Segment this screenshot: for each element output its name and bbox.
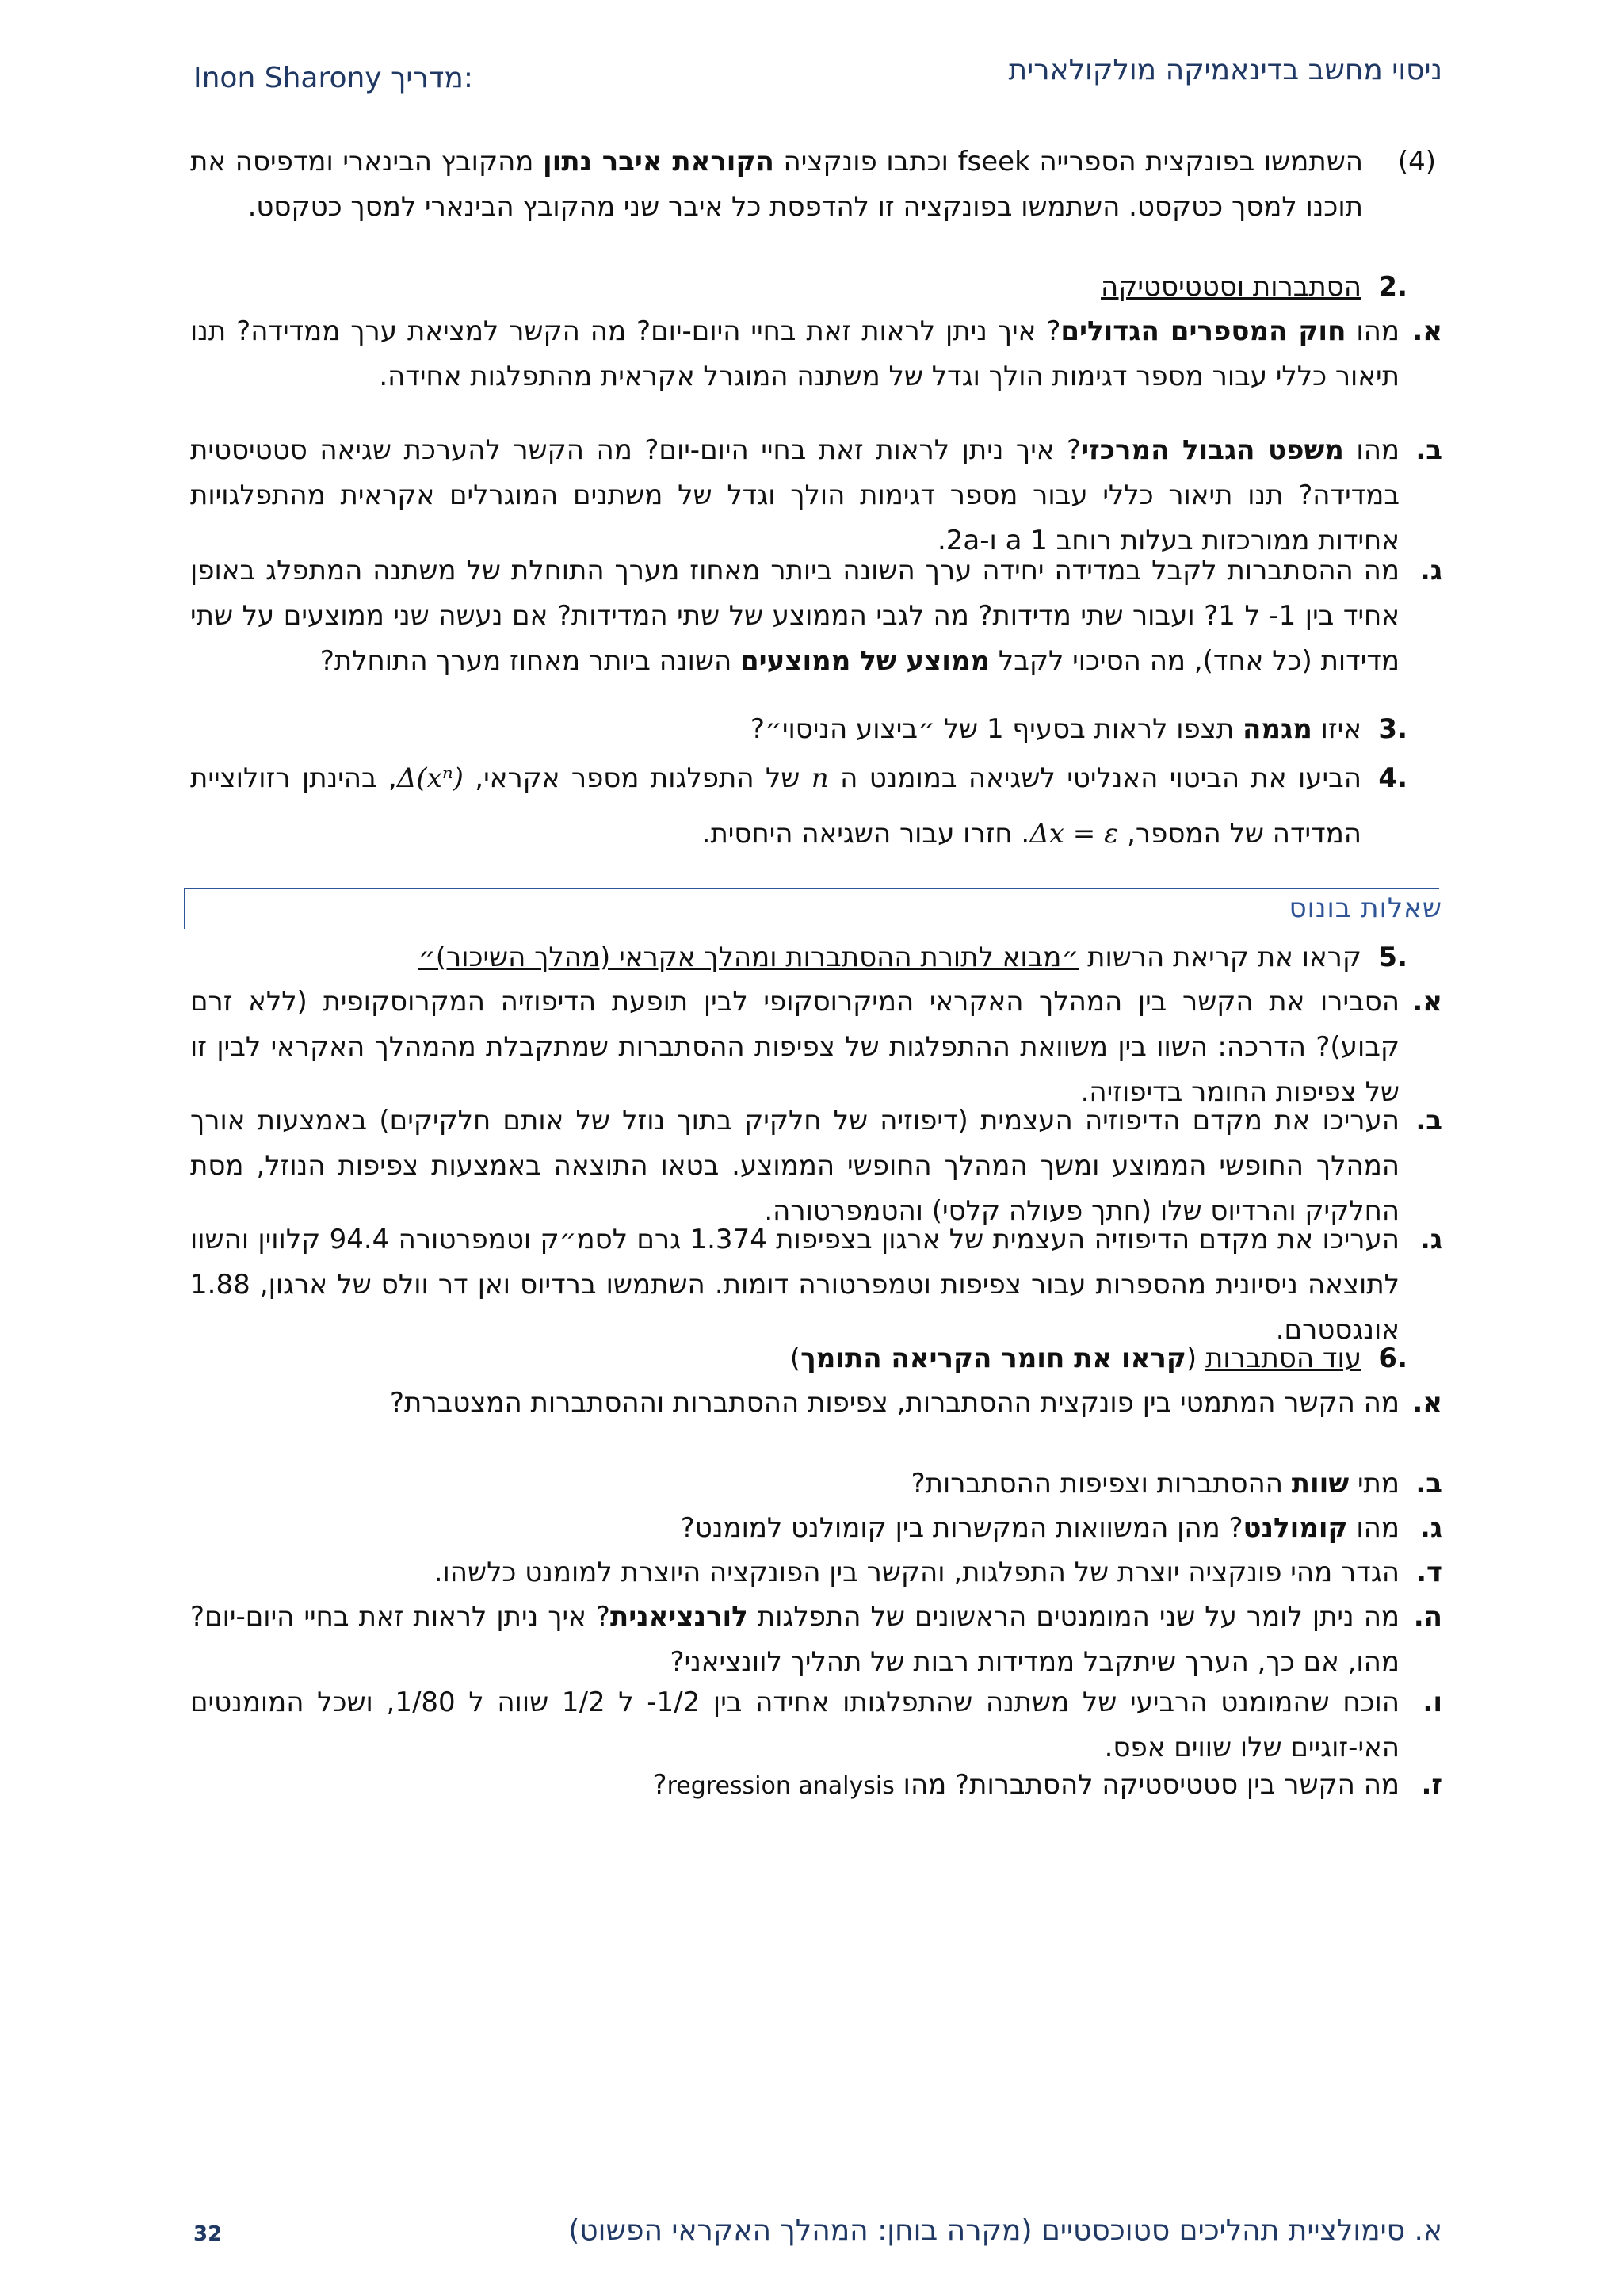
page-number: 32 [193,2222,223,2246]
instructor-label: מדריך: [391,62,474,94]
item-bold: קראו את חומר הקריאה התומך [800,1343,1186,1374]
item-label: ג. [1419,555,1442,586]
section-5-c [190,1217,1442,1353]
item-label: ה. [1413,1601,1442,1633]
bonus-divider-corner [184,888,185,929]
section-6-b [190,1461,1442,1507]
item-text: ? איך ניתן לראות זאת בחיי היום-יום? מה הקשר למציאת ערך ממדידה? תנו תיאור כללי עבור מספר דגימות הולך וגדל של משתנה המוגרל אקראית מהתפלגות אחידה. [190,315,1400,393]
section-6-d [190,1550,1442,1595]
resolution-expression: Δx = ε [1029,817,1119,850]
section-6-a [190,1381,1442,1426]
item-label: ב. [1415,434,1442,466]
item-text: השתמשו בפונקצית הספרייה fseek וכתבו פונקציה [773,146,1363,178]
item-bold: מגמה [1243,713,1312,745]
section-6-f [190,1680,1442,1771]
section-5-b [190,1098,1442,1234]
item-text: איזו [1312,713,1361,745]
item-text: ) [789,1343,801,1374]
section-5-a [190,980,1442,1115]
item-text: מה ההסתברות לקבל במדידה יחידה ערך השונה ביותר מאחוז מערך התוחלת של משתנה המתפלג באופן אחיד בין 1- ל 1? ועבור שתי מדידות? מה לגבי הממוצע של שתי המדידות? אם נעשה שני ממוצעים על שתי מדידות (כל אחד), מה הסיכוי לקבל [190,555,1400,678]
item-text: מה הקשר המתמטי בין פונקצית ההסתברות, צפיפות ההסתברות וההסתברות המצטברת? [389,1387,1400,1419]
item-text: ? [652,1769,667,1801]
item-bold: שוות [1291,1468,1350,1499]
item-text: הוכח שהמומנט הרביעי של משתנה שהתפלגותו אחידה בין 1/2- ל 1/2 שווה ל 1/80, ושכל המומנטים האי-זוגיים שלו שווים אפס. [190,1687,1400,1764]
item-text: של התפלגות מספר אקראי, [463,762,812,794]
bonus-title: שאלות בונוס [1289,892,1442,924]
item-text: ההסתברות וצפיפות ההסתברות? [911,1468,1292,1499]
item-text: . חזרו עבור השגיאה היחסית. [701,817,1030,850]
item-text: ( [1186,1343,1205,1374]
moment-variable: n [811,762,829,794]
item-text: השונה ביותר מאחוז מערך התוחלת? [319,645,740,678]
item-bold: לורנציאנית [609,1601,748,1633]
item-bold: הקוראת איבר נתון [543,146,774,178]
item-text: מהקובץ הבינארי ומדפיסה את תוכנו למסך כטקסט. השתמשו בפונקציה זו [190,146,1363,223]
header-instructor [193,62,473,94]
item-text: מהו [1346,315,1400,347]
item-bold: משפט הגבול המרכזי [1081,434,1344,466]
section-title: הסתברות וסטטיסטיקה [1101,271,1361,303]
item-text: מהו [1343,434,1400,466]
section-title: עוד הסתברות [1205,1343,1361,1374]
item-text: ? איך ניתן לראות זאת בחיי היום-יום? מה הקשר להערכת שגיאה סטטיסטית במדידה? תנו תיאור כללי עבור מספר דגימות הולך וגדל של משתנים המוגרלים אקראית מהתפלגויות אחידות ממורכזות בעלות רוחב a 1 ו-2a. [190,434,1400,557]
section-6-g [190,1763,1442,1808]
item-text: רזולוציית המדידה של המספר, [190,762,1361,850]
section-3 [190,707,1407,752]
section-6-c [190,1506,1442,1551]
item-bold: ממוצע של ממוצעים [739,645,991,678]
item-label: ד. [1416,1557,1442,1588]
item-4-sub [190,139,1436,230]
section-6-heading [190,1336,1407,1381]
item-text: להדפסת כל איבר שני מהקובץ הבינארי למסך כטקסט. [247,191,869,223]
item-label: א. [1412,1387,1442,1419]
item-bold: חוק המספרים הגדולים [1060,315,1346,347]
item-text: העריכו את מקדם הדיפוזיה העצמית של ארגון בצפיפות 1.374 גרם לסמ״ק וטמפרטורה 94.4 קלווין והשוו לתוצאה ניסיונית מהספרות עבור צפיפות וטמפרטורה דומות. השתמשו ברדיוס ואן דר וולס של ארגון, 1.88 אונגסטרם. [190,1224,1400,1347]
section-2-a [190,309,1442,399]
item-text: ? מהן המשוואות המקשרות בין קומולנט למומנט? [680,1512,1243,1544]
item-label: ו. [1423,1687,1442,1718]
section-4 [190,751,1407,861]
item-text: הביעו את הביטוי האנליטי לשגיאה במומנט ה [828,762,1362,794]
item-label: א. [1412,986,1442,1018]
item-label: ג. [1419,1224,1442,1255]
bonus-divider [184,888,1439,889]
item-text: מה הקשר בין סטטיסטיקה להסתברות? מהו [894,1769,1400,1801]
section-5 [190,935,1407,980]
reading-title: ״מבוא לתורת ההסתברות ומהלך אקראי (מהלך השיכור)״ [418,942,1079,973]
item-text: ? איך ניתן לראות זאת בחיי היום-יום? מהו, אם כך, הערך שיתקבל ממדידות רבות של תהליך לוונציאני? [190,1601,1400,1679]
section-number: .4 [1378,762,1407,794]
item-bold: קומולנט [1243,1512,1348,1544]
item-label: ב. [1415,1105,1442,1137]
item-text: , בהינתן [301,762,397,794]
section-number: .3 [1378,713,1407,745]
header-course-title: ניסוי מחשב בדינאמיקה מולקולארית [1008,54,1442,86]
item-text: מהו [1347,1512,1400,1544]
item-label: ז. [1421,1769,1442,1801]
item-label: ג. [1419,1512,1442,1544]
item-text-english: regression analysis [666,1772,895,1800]
item-text: תצפו לראות בסעיף 1 של ״ביצוע הניסוי״? [750,713,1243,745]
section-6-e [190,1595,1442,1685]
item-label: א. [1412,315,1442,347]
item-text: קראו את קריאת הרשות [1079,942,1361,973]
section-2-b [190,428,1442,563]
moment-error-expression: Δ(xⁿ) [396,762,464,794]
item-text: העריכו את מקדם הדיפוזיה העצמית (דיפוזיה של חלקיק בתוך נוזל של אותם חלקיקים) באמצעות אורך המהלך החופשי הממוצע ומשך המהלך החופשי הממוצע. בטאו התוצאה באמצעות צפיפות הנוזל, מסת החלקיק והרדיוס שלו (חתך פעולה קלסי) והטמפרטורה. [190,1105,1400,1228]
instructor-name: Inon Sharony [193,62,382,94]
item-text: הגדר מהי פונקציה יוצרת של התפלגות, והקשר בין הפונקציה היוצרת למומנט כלשהו. [433,1557,1400,1588]
footer-title: א. סימולציית תהליכים סטוכסטיים (מקרה בוחן: המהלך האקראי הפשוט) [568,2214,1442,2247]
item-text: מתי [1349,1468,1400,1499]
section-number: .2 [1378,271,1407,303]
item-number: (4) [1397,146,1436,178]
item-label: ב. [1415,1468,1442,1499]
section-2-heading [190,265,1407,310]
section-number: .6 [1378,1343,1407,1374]
item-text: הסבירו את הקשר בין המהלך האקראי המיקרוסקופי לבין תופעת הדיפוזיה המקרוסקופית (ללא זרם קבוע)? הדרכה: השוו בין משוואת ההתפלגות של צפיפות ההסתברות שמתקבלת מהמהלך האקראי לבין זו של צפיפות החומר בדיפוזיה. [190,986,1400,1109]
section-number: .5 [1378,942,1407,973]
section-2-c [190,548,1442,684]
item-text: מה ניתן לומר על שני המומנטים הראשונים של התפלגות [747,1601,1400,1633]
